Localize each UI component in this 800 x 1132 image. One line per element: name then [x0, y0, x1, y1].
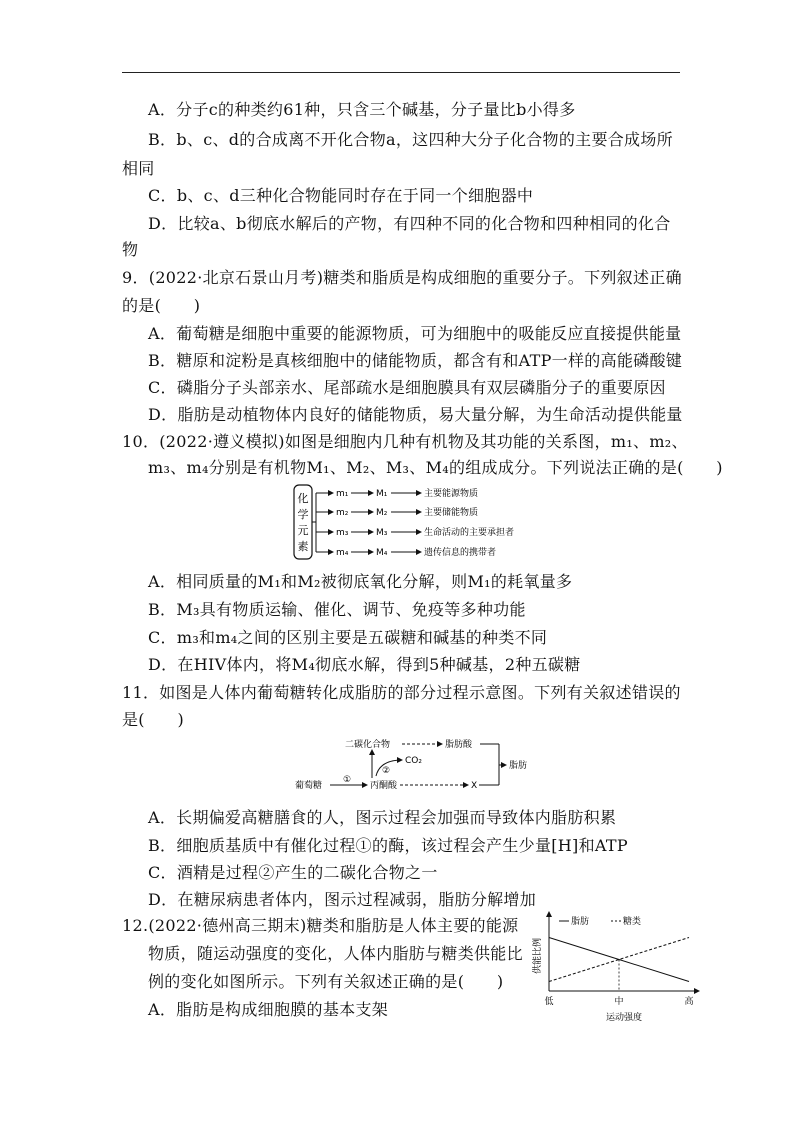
row-3	[316, 526, 514, 538]
m4-label: m₄	[336, 548, 349, 558]
row-1	[316, 487, 478, 499]
header-rule	[122, 72, 680, 73]
M1-function: 主要能源物质	[424, 489, 479, 499]
row-2	[316, 506, 478, 518]
q10-stem: 10．(2022·遵义模拟)如图是细胞内几种有机物及其功能的关系图，m₁、m₂、	[122, 432, 688, 451]
q11-option-a: A．长期偏爱高糖膳食的人，图示过程会加强而导致体内脂肪积累	[148, 808, 617, 827]
step-2-marker: ②	[382, 766, 391, 776]
co2-label: CO₂	[405, 756, 422, 766]
pyruvate-label: 丙酮酸	[370, 781, 398, 791]
M1-label: M₁	[376, 489, 388, 499]
q10-diagram	[285, 482, 535, 568]
q12-stem-cont-2: 例的变化如图所示。下列有关叙述正确的是( )	[148, 972, 504, 991]
x-label: X	[471, 781, 478, 791]
M4-label: M₄	[376, 548, 388, 558]
y-axis-label: 供能比例	[533, 937, 543, 975]
q9-option-b: B．糖原和淀粉是真核细胞中的储能物质，都含有和ATP一样的高能磷酸键	[148, 351, 683, 370]
M4-function: 遗传信息的携带者	[424, 548, 497, 558]
legend-fat: 脂肪	[571, 917, 590, 927]
q12-option-a: A．脂肪是构成细胞膜的基本支架	[148, 1000, 389, 1019]
chart-legend	[559, 915, 641, 927]
m1-label: m₁	[336, 489, 349, 499]
fat-label: 脂肪	[509, 761, 528, 771]
q10-option-b: B．M₃具有物质运输、催化、调节、免疫等多种功能	[148, 600, 526, 619]
legend-sugar: 糖类	[623, 917, 642, 927]
q10-option-c: C．m₃和m₄之间的区别主要是五碳糖和碱基的种类不同	[148, 628, 548, 647]
row-4	[316, 546, 496, 558]
x-tick-label-2: 高	[684, 997, 694, 1007]
q9-option-c: C．磷脂分子头部亲水、尾部疏水是细胞膜具有双层磷脂分子的重要原因	[148, 378, 666, 397]
q12-stem-cont: 物质，随运动强度的变化，人体内脂肪与糖类供能比	[148, 944, 523, 963]
M2-label: M₂	[376, 508, 388, 518]
q8-option-c: C．b、c、d三种化合物能同时存在于同一个细胞器中	[148, 186, 534, 205]
M3-label: M₃	[376, 528, 388, 538]
m2-label: m₂	[336, 508, 349, 518]
q11-stem-cont: 是( )	[122, 710, 184, 729]
q9-option-d: D．脂肪是动植物体内良好的储能物质，易大量分解，为生命活动提供能量	[148, 405, 683, 424]
x-axis-label: 运动强度	[605, 1013, 643, 1023]
q8-option-b-cont: 相同	[122, 159, 155, 178]
elements-char-4: 素	[297, 540, 309, 553]
step-1-marker: ①	[343, 775, 352, 785]
elements-char-2: 学	[297, 508, 309, 521]
glucose-label: 葡萄糖	[295, 781, 323, 791]
q11-option-b: B．细胞质基质中有催化过程①的酶，该过程会产生少量[H]和ATP	[148, 836, 628, 855]
M3-function: 生命活动的主要承担者	[424, 528, 515, 538]
q10-option-a: A．相同质量的M₁和M₂被彻底氧化分解，则M₁的耗氧量多	[148, 572, 573, 591]
q12-chart	[527, 908, 707, 1023]
q10-option-d: D．在HIV体内，将M₄彻底水解，得到5种碱基，2种五碳糖	[148, 655, 581, 674]
x-tick-label-0: 低	[544, 997, 554, 1007]
two-carbon-compound-label: 二碳化合物	[345, 740, 391, 750]
q9-option-a: A．葡萄糖是细胞中重要的能源物质，可为细胞中的吸能反应直接提供能量	[148, 324, 682, 343]
q8-option-d: D．比较a、b彻底水解后的产物，有四种不同的化合物和四种相同的化合	[148, 214, 671, 233]
q12-stem: 12.(2022·德州高三期末)糖类和脂肪是人体主要的能源	[122, 916, 519, 935]
q11-diagram	[290, 732, 550, 802]
q9-stem: 9．(2022·北京石景山月考)糖类和脂质是构成细胞的重要分子。下列叙述正确	[122, 268, 682, 287]
m3-label: m₃	[336, 528, 349, 538]
q8-option-d-cont: 物	[122, 240, 139, 259]
q11-stem: 11．如图是人体内葡萄糖转化成脂肪的部分过程示意图。下列有关叙述错误的	[122, 683, 681, 702]
elements-char-3: 元	[297, 524, 309, 537]
q8-option-a: A．分子c的种类约61种，只含三个碱基，分子量比b小得多	[148, 100, 576, 119]
q9-stem-cont: 的是( )	[122, 296, 201, 315]
elements-char-1: 化	[297, 492, 309, 505]
q11-option-d: D．在糖尿病患者体内，图示过程减弱，脂肪分解增加	[148, 890, 537, 909]
M2-function: 主要储能物质	[424, 508, 479, 518]
q8-option-b: B．b、c、d的合成离不开化合物a，这四种大分子化合物的主要合成场所	[148, 130, 673, 149]
fatty-acid-label: 脂肪酸	[445, 740, 473, 750]
x-tick-label-1: 中	[614, 997, 624, 1007]
q11-option-c: C．酒精是过程②产生的二碳化合物之一	[148, 863, 438, 882]
q10-stem-cont: m₃、m₄分别是有机物M₁、M₂、M₃、M₄的组成成分。下列说法正确的是( )	[148, 458, 723, 477]
